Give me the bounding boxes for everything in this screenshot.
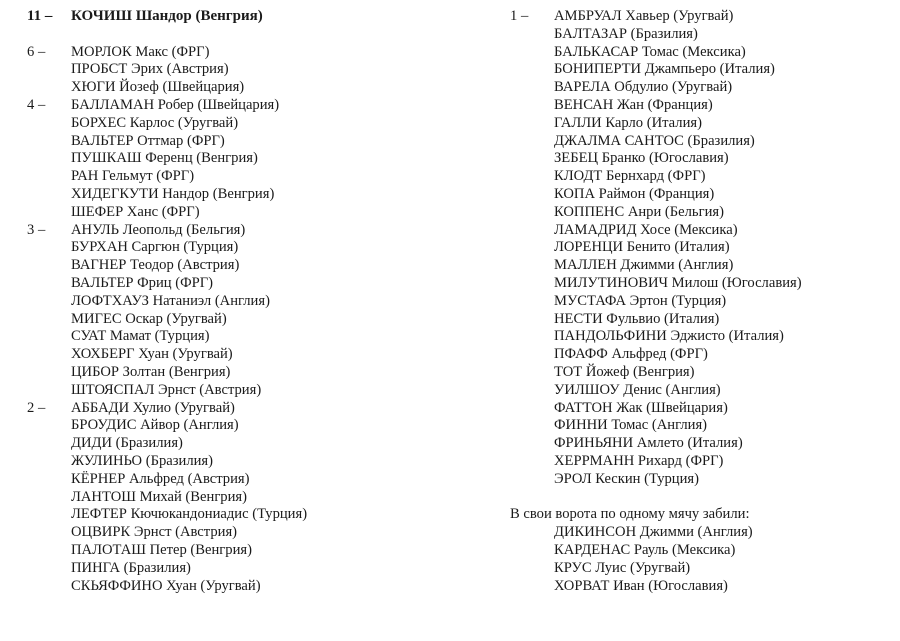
goals-count (510, 79, 554, 97)
goals-count (510, 26, 554, 44)
scorer-row (27, 382, 487, 400)
player-name: БУРХАН Саргюн (Турция) (71, 239, 239, 256)
player-name: ЛАНТОШ Михай (Венгрия) (71, 488, 247, 505)
goals-count (27, 168, 71, 186)
player-name: БАЛТАЗАР (Бразилия) (554, 25, 698, 42)
goals-count (27, 150, 71, 168)
own-goal-row (510, 578, 890, 596)
player-name: ШТОЯСПАЛ Эрнст (Австрия) (71, 381, 262, 398)
goals-count: 6 – (27, 43, 46, 60)
own-goals-section (510, 506, 890, 595)
player-name: ВАРЕЛА Обдулио (Уругвай) (554, 79, 733, 96)
goals-count: 3 – (27, 221, 46, 238)
scorer-row (510, 453, 890, 471)
player-name: МОРЛОК Макс (ФРГ) (71, 43, 210, 60)
player-name: АНУЛЬ Леопольд (Бельгия) (71, 221, 246, 238)
scorer-row (27, 150, 487, 168)
scorer-row (27, 293, 487, 311)
goals-count (510, 328, 554, 346)
player-name: ПРОБСТ Эрих (Австрия) (71, 61, 229, 78)
scorer-row (510, 417, 890, 435)
player-name: АББАДИ Хулио (Уругвай) (71, 399, 235, 416)
scorer-row (510, 346, 890, 364)
goals-count (27, 560, 71, 578)
goals-count (510, 44, 554, 62)
scorer-row (510, 471, 890, 489)
goals-count (510, 257, 554, 275)
scorer-row (510, 79, 890, 97)
goals-count (27, 186, 71, 204)
goals-count (27, 311, 71, 329)
own-goals-list (510, 524, 890, 595)
goals-count (510, 453, 554, 471)
goals-count (510, 133, 554, 151)
player-name: БАЛЬКАСАР Томас (Мексика) (554, 43, 746, 60)
scorer-row (27, 328, 487, 346)
player-name: СКЬЯФФИНО Хуан (Уругвай) (71, 577, 261, 594)
player-name: СУАТ Мамат (Турция) (71, 328, 210, 345)
goals-count (27, 506, 71, 524)
group-spacer (27, 26, 487, 44)
player-name: ЛОФТХАУЗ Натаниэл (Англия) (71, 292, 270, 309)
goals-count (27, 382, 71, 400)
scorer-row (27, 275, 487, 293)
scorer-row (27, 560, 487, 578)
scorer-row (510, 275, 890, 293)
goals-count (27, 115, 71, 133)
own-goal-row (510, 524, 890, 542)
scorer-group (27, 97, 487, 222)
player-name: БОНИПЕРТИ Джампьеро (Италия) (554, 61, 775, 78)
scorer-row (510, 382, 890, 400)
goals-count (510, 471, 554, 489)
goals-count (510, 168, 554, 186)
player-name: ОЦВИРК Эрнст (Австрия) (71, 524, 238, 541)
goals-count (27, 453, 71, 471)
goals-count (510, 204, 554, 222)
player-name: ГАЛЛИ Карло (Италия) (554, 114, 702, 131)
scorer-row (510, 257, 890, 275)
player-name: ДЖАЛМА САНТОС (Бразилия) (554, 132, 755, 149)
player-name: КАРДЕНАС Рауль (Мексика) (554, 541, 736, 558)
scorer-row (27, 115, 487, 133)
scorer-row (27, 44, 487, 62)
own-goal-row (510, 560, 890, 578)
left-column (27, 8, 487, 595)
player-name: ХИДЕГКУТИ Нандор (Венгрия) (71, 185, 275, 202)
goals-count (27, 364, 71, 382)
player-name: ХЕРРМАНН Рихард (ФРГ) (554, 452, 724, 469)
goals-count (27, 275, 71, 293)
goals-count (510, 186, 554, 204)
player-name: ЭРОЛ Кескин (Турция) (554, 470, 699, 487)
scorer-row (510, 204, 890, 222)
scorer-row (27, 79, 487, 97)
goals-count (510, 417, 554, 435)
goals-count (27, 471, 71, 489)
scorer-row (510, 26, 890, 44)
scorer-row (27, 257, 487, 275)
player-name: КЁРНЕР Альфред (Австрия) (71, 470, 250, 487)
player-name: ДИКИНСОН Джимми (Англия) (554, 524, 753, 541)
own-goals-heading: В свои ворота по одному мячу забили: (510, 506, 750, 523)
scorer-row (27, 364, 487, 382)
scorer-group (27, 8, 487, 26)
goals-count (27, 257, 71, 275)
scorer-row (510, 168, 890, 186)
goals-count: 2 – (27, 399, 46, 416)
player-name: ЦИБОР Золтан (Венгрия) (71, 363, 231, 380)
player-name: ПИНГА (Бразилия) (71, 559, 191, 576)
player-name: БОРХЕС Карлос (Уругвай) (71, 114, 239, 131)
scorer-row (510, 150, 890, 168)
scorer-group (510, 8, 890, 489)
goals-count (510, 61, 554, 79)
scorer-row (510, 222, 890, 240)
scorer-row (27, 97, 487, 115)
scorer-row (510, 364, 890, 382)
goals-count (27, 346, 71, 364)
player-name: ЛАМАДРИД Хосе (Мексика) (554, 221, 738, 238)
scorer-row (510, 133, 890, 151)
scorer-row (27, 542, 487, 560)
scorer-row (510, 44, 890, 62)
goals-count (27, 79, 71, 97)
player-name: МАЛЛЕН Джимми (Англия) (554, 257, 734, 274)
player-name: ЛОРЕНЦИ Бенито (Италия) (554, 239, 730, 256)
player-name: ТОТ Йожеф (Венгрия) (554, 363, 695, 380)
player-name: ВЕНСАН Жан (Франция) (554, 96, 713, 113)
player-name: ФРИНЬЯНИ Амлето (Италия) (554, 435, 743, 452)
right-column (510, 8, 890, 595)
player-name: МИГЕС Оскар (Уругвай) (71, 310, 227, 327)
goals-count (27, 61, 71, 79)
goals-count (27, 542, 71, 560)
scorer-group (27, 44, 487, 97)
scorer-row (27, 204, 487, 222)
scorer-row (27, 186, 487, 204)
player-name: ВАЛЬТЕР Фриц (ФРГ) (71, 274, 214, 291)
player-name: ЖУЛИНЬО (Бразилия) (71, 452, 213, 469)
player-name: МИЛУТИНОВИЧ Милош (Югославия) (554, 274, 802, 291)
scorer-row (27, 311, 487, 329)
player-name: ДИДИ (Бразилия) (71, 435, 183, 452)
scorer-row (510, 97, 890, 115)
scorer-row (27, 168, 487, 186)
scorer-row (510, 311, 890, 329)
player-name: ВАГНЕР Теодор (Австрия) (71, 257, 240, 274)
goals-count (510, 275, 554, 293)
player-name: РАН Гельмут (ФРГ) (71, 168, 195, 185)
scorer-row (27, 222, 487, 240)
player-name: ПАЛОТАШ Петер (Венгрия) (71, 541, 252, 558)
goals-count (510, 311, 554, 329)
goals-count: 4 – (27, 96, 46, 113)
player-name: НЕСТИ Фульвио (Италия) (554, 310, 720, 327)
goals-count (27, 435, 71, 453)
scorer-row (27, 524, 487, 542)
goals-count (27, 417, 71, 435)
goals-count (510, 150, 554, 168)
goals-count (27, 293, 71, 311)
goals-count (27, 328, 71, 346)
player-name: УИЛШОУ Денис (Англия) (554, 381, 721, 398)
goals-count (510, 382, 554, 400)
goals-count (510, 115, 554, 133)
player-name: БАЛЛАМАН Робер (Швейцария) (71, 96, 280, 113)
scorer-row (27, 400, 487, 418)
goals-count (27, 578, 71, 596)
player-name: БРОУДИС Айвор (Англия) (71, 417, 239, 434)
goals-count (510, 222, 554, 240)
player-name: ШЕФЕР Ханс (ФРГ) (71, 203, 200, 220)
player-name: ВАЛЬТЕР Оттмар (ФРГ) (71, 132, 225, 149)
player-name: КОЧИШ Шандор (Венгрия) (71, 8, 263, 24)
scorer-row (27, 239, 487, 257)
scorer-row (510, 8, 890, 26)
scorer-row (510, 61, 890, 79)
player-name: ПУШКАШ Ференц (Венгрия) (71, 150, 258, 167)
player-name: ЗЕБЕЦ Бранко (Югославия) (554, 150, 729, 167)
player-name: ПФАФФ Альфред (ФРГ) (554, 346, 708, 363)
scorer-row (510, 239, 890, 257)
scorer-row (27, 506, 487, 524)
scorer-row (510, 293, 890, 311)
scorer-row (510, 186, 890, 204)
scorer-row (27, 578, 487, 596)
goals-count: 1 – (510, 8, 529, 24)
goals-count (27, 489, 71, 507)
group-spacer (510, 489, 890, 507)
goals-count: 11 – (27, 8, 53, 24)
scorer-row (510, 115, 890, 133)
player-name: ЛЕФТЕР Кючюкандониадис (Турция) (71, 506, 308, 523)
own-goal-row (510, 542, 890, 560)
goals-count (510, 346, 554, 364)
player-name: ФИННИ Томас (Англия) (554, 417, 708, 434)
player-name: МУСТАФА Эртон (Турция) (554, 292, 727, 309)
goals-count (510, 435, 554, 453)
scorer-row (510, 435, 890, 453)
player-name: ХОРВАТ Иван (Югославия) (554, 577, 728, 594)
scorer-row (27, 8, 487, 26)
scorer-row (510, 328, 890, 346)
scorer-row (27, 417, 487, 435)
goals-count (27, 239, 71, 257)
scorer-row (27, 453, 487, 471)
player-name: ХЮГИ Йозеф (Швейцария) (71, 79, 245, 96)
goals-count (27, 524, 71, 542)
player-name: ПАНДОЛЬФИНИ Эджисто (Италия) (554, 328, 784, 345)
goals-count (510, 364, 554, 382)
scorer-group (27, 400, 487, 596)
player-name: КОППЕНС Анри (Бельгия) (554, 203, 724, 220)
player-name: ФАТТОН Жак (Швейцария) (554, 399, 728, 416)
player-name: КОПА Раймон (Франция) (554, 185, 715, 202)
scorer-row (27, 346, 487, 364)
scorer-row (27, 61, 487, 79)
goals-count (27, 204, 71, 222)
player-name: АМБРУАЛ Хавьер (Уругвай) (554, 8, 734, 24)
player-name: ХОХБЕРГ Хуан (Уругвай) (71, 346, 233, 363)
scorer-row (27, 489, 487, 507)
scorer-group (27, 222, 487, 400)
goals-count (510, 97, 554, 115)
goals-count (510, 293, 554, 311)
player-name: КЛОДТ Бернхард (ФРГ) (554, 168, 706, 185)
goals-count (510, 400, 554, 418)
goals-count (27, 133, 71, 151)
scorer-row (27, 133, 487, 151)
scorer-row (27, 471, 487, 489)
player-name: КРУС Луис (Уругвай) (554, 559, 691, 576)
scorer-row (510, 400, 890, 418)
scorer-row (27, 435, 487, 453)
goals-count (510, 239, 554, 257)
